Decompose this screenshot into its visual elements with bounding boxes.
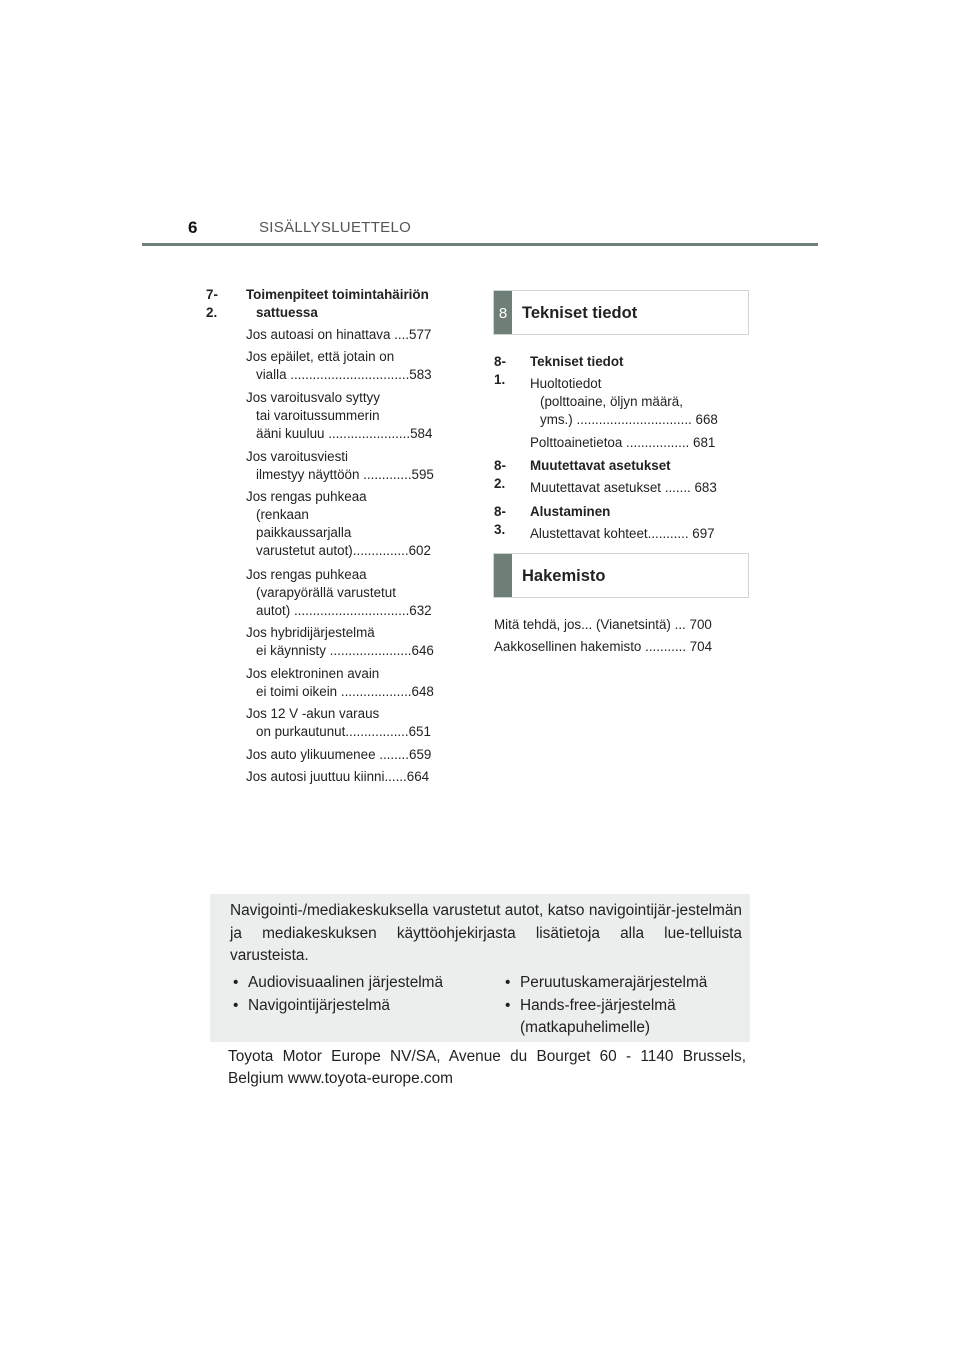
toc-line: ei toimi oikein ...................648 xyxy=(256,684,434,699)
toc-line: Jos autosi juuttuu kiinni......664 xyxy=(246,769,430,784)
left-toc-column xyxy=(206,286,466,786)
section-title: Muutettavat asetukset xyxy=(530,458,671,473)
toc-line: Jos rengas puhkeaa xyxy=(246,567,367,582)
toc-entry[interactable] xyxy=(246,348,432,384)
toc-entry[interactable] xyxy=(246,488,431,560)
chapter-title: Hakemisto xyxy=(522,567,606,585)
toc-entry[interactable] xyxy=(530,479,717,497)
toc-line: tai varoitussummerin xyxy=(256,408,380,423)
section-number: 7-2. xyxy=(206,287,218,320)
toc-entry[interactable] xyxy=(530,525,715,543)
toc-line: autot) ...............................632 xyxy=(256,603,432,618)
bullet-item: • Peruutuskamerajärjestelmä xyxy=(505,974,708,991)
toc-line: Jos autoasi on hinattava ....577 xyxy=(246,327,432,342)
toc-entry[interactable] xyxy=(246,705,431,741)
header-title: SISÄLLYSLUETTELO xyxy=(259,219,412,236)
publisher-footer: Toyota Motor Europe NV/SA, Avenue du Bourget 60 - 1140 Brussels, Belgium www.toyota-europe.com xyxy=(228,1048,746,1087)
section-number: 8-1. xyxy=(494,354,506,387)
note-text: Navigointi-/mediakeskuksella varustetut autot, katso navigointijär-jestelmän ja mediakeskuksen käyttöohjekirjasta lisätietoja alla lue-telluista varusteista. xyxy=(230,902,742,964)
toc-line: Alustettavat kohteet........... 697 xyxy=(530,526,715,541)
toc-entry[interactable] xyxy=(246,448,434,484)
bullet-text: Navigointijärjestelmä xyxy=(248,996,390,1014)
toc-line: ei käynnisty ......................646 xyxy=(256,643,434,658)
toc-line: Jos varoitusviesti xyxy=(246,449,348,464)
toc-line: Huoltotiedot xyxy=(530,376,602,391)
toc-entry[interactable] xyxy=(530,375,718,429)
toc-line: Jos varoitusvalo syttyy xyxy=(246,390,380,405)
bullet-item: • Navigointijärjestelmä xyxy=(233,996,390,1014)
page-number: 6 xyxy=(188,218,198,237)
section-title-line: Toimenpiteet toimintahäiriön xyxy=(246,287,429,302)
toc-line: Jos hybridijärjestelmä xyxy=(246,625,375,640)
index-entries xyxy=(494,616,754,656)
toc-line: Jos epäilet, että jotain on xyxy=(246,349,395,364)
bullet-text: Hands-free-järjestelmä xyxy=(520,996,676,1014)
index-entry[interactable]: Aakkosellinen hakemisto ........... 704 xyxy=(494,639,713,654)
bullet-text: Audiovisuaalinen järjestelmä xyxy=(248,974,444,991)
toc-entry[interactable] xyxy=(246,389,432,443)
bullet-item: • Audiovisuaalinen järjestelmä xyxy=(233,974,444,991)
toc-line: Polttoainetietoa ................. 681 xyxy=(530,435,716,450)
bullet-list-right xyxy=(502,972,707,1040)
toc-line: (renkaan xyxy=(256,507,309,522)
header-divider xyxy=(142,243,818,246)
toc-entry[interactable] xyxy=(246,746,431,764)
toc-line: Jos 12 V -akun varaus xyxy=(246,706,380,721)
toc-line: (varapyörällä varustetut xyxy=(256,585,396,600)
toc-line: vialla ................................583 xyxy=(256,367,432,382)
toc-entry[interactable] xyxy=(530,434,715,452)
toc-line: yms.) ............................... 668 xyxy=(540,412,718,427)
section-title: Tekniset tiedot xyxy=(530,354,624,369)
bullet-item: • Hands-free-järjestelmä (matkapuhelimelle) xyxy=(502,995,707,1040)
toc-line: Jos auto ylikuumenee ........659 xyxy=(246,747,432,762)
section-number: 8-3. xyxy=(494,504,506,537)
section-number: 8-2. xyxy=(494,458,506,491)
toc-entry[interactable] xyxy=(246,326,431,344)
toc-line: Jos rengas puhkeaa xyxy=(246,489,367,504)
chapter-8-header[interactable] xyxy=(493,290,749,335)
navigation-note-box xyxy=(210,894,750,1042)
section-title: Alustaminen xyxy=(530,504,611,519)
bullet-continuation: (matkapuhelimelle) xyxy=(520,1019,651,1036)
section-title-line: sattuessa xyxy=(256,305,318,320)
index-entry[interactable]: Mitä tehdä, jos... (Vianetsintä) ... 700 xyxy=(494,617,712,632)
bullet-text: Peruutuskamerajärjestelmä xyxy=(520,974,708,991)
right-toc-column xyxy=(494,353,754,553)
toc-line: paikkaussarjalla xyxy=(256,525,352,540)
toc-line: ilmestyy näyttöön .............595 xyxy=(256,467,434,482)
chapter-title: Tekniset tiedot xyxy=(522,304,638,322)
toc-line: (polttoaine, öljyn määrä, xyxy=(540,394,683,409)
toc-line: varustetut autot)...............602 xyxy=(256,543,431,558)
toc-line: on purkautunut.................651 xyxy=(256,724,431,739)
toc-entry[interactable] xyxy=(246,624,434,660)
toc-entry[interactable] xyxy=(246,566,432,620)
toc-line: Jos elektroninen avain xyxy=(246,666,380,681)
bullet-list-left xyxy=(230,972,443,1017)
chapter-tab xyxy=(494,554,512,597)
chapter-tab: 8 xyxy=(494,291,512,334)
index-header[interactable] xyxy=(493,553,749,598)
toc-entry[interactable] xyxy=(246,665,434,701)
toc-entry[interactable] xyxy=(246,768,429,786)
toc-line: Muutettavat asetukset ....... 683 xyxy=(530,480,717,495)
toc-line: ääni kuuluu ......................584 xyxy=(256,426,433,441)
